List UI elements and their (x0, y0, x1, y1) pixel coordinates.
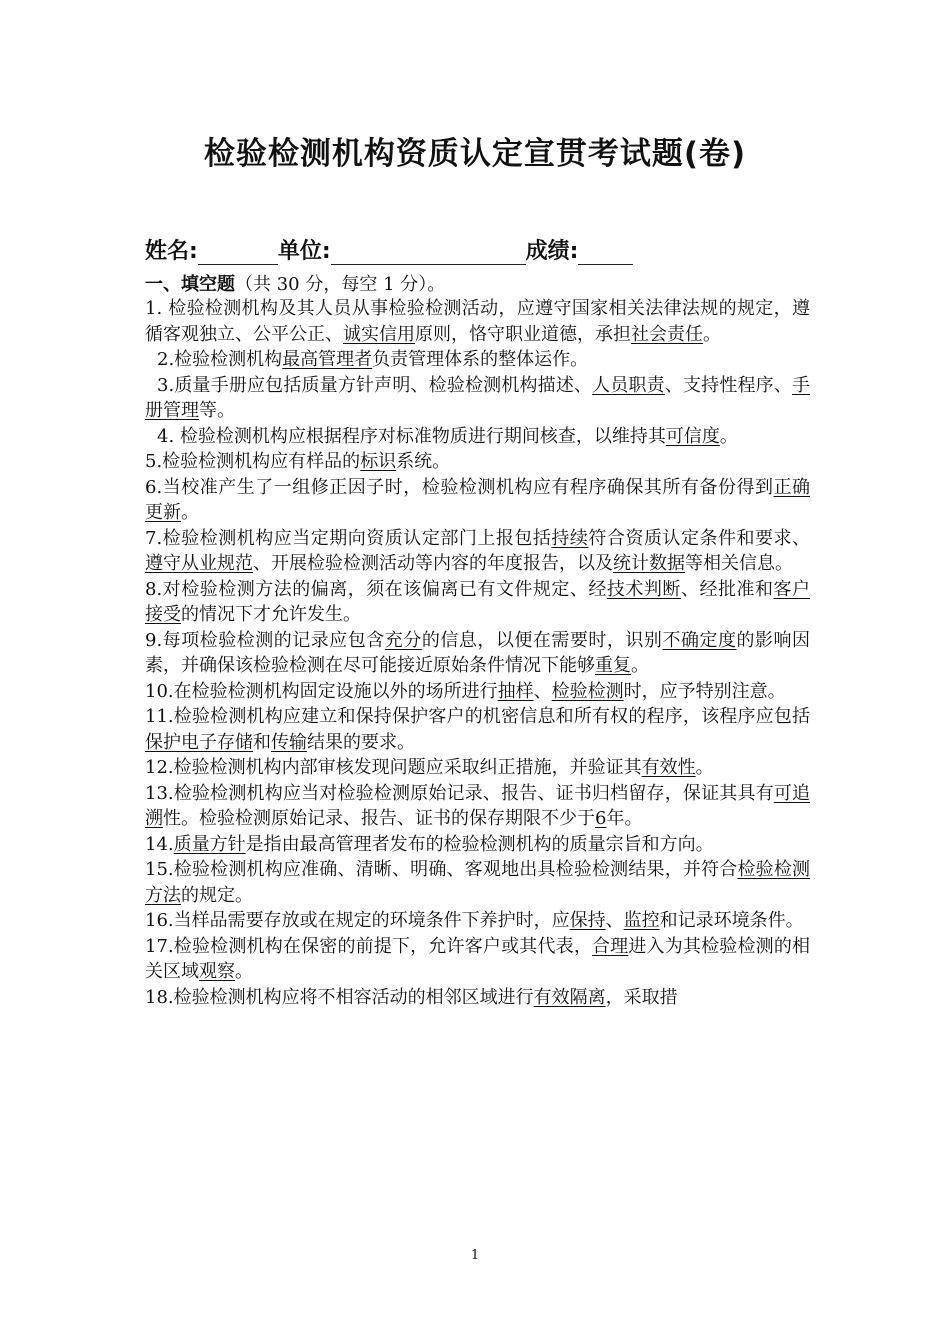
question-item (145, 347, 810, 373)
answer-blank: 合理 (592, 935, 629, 957)
question-text: 、 (533, 680, 552, 702)
question-text: 系统。 (396, 451, 451, 472)
question-text: 等相关信息。 (685, 553, 793, 574)
answer-blank: 观察 (199, 961, 235, 982)
answer-blank: 可追溯 (145, 782, 811, 829)
question-text: 的信息，以便在需要时，识别 (421, 629, 663, 651)
question-item (145, 908, 810, 934)
question-text: 的规定。 (181, 884, 253, 906)
question-text: 是指由最高管理者发布的检验检测机构的质量宗旨和方向。 (245, 833, 714, 855)
exam-info-line (145, 234, 633, 265)
answer-blank: 标识 (360, 451, 397, 472)
answer-blank: 可信度 (665, 425, 720, 447)
question-item (145, 296, 810, 347)
question-text: 2.检验检测机构 (157, 349, 283, 370)
section-title: 一、填空题 (145, 274, 235, 295)
question-text: 18.检验检测机构应将不相容活动的相邻区域进行 (145, 986, 534, 1008)
answer-blank: 客户接受 (145, 578, 811, 625)
answer-blank: 持续 (551, 527, 589, 549)
question-item (145, 985, 810, 1011)
question-text: 、经批准和 (680, 578, 774, 600)
question-text: 4. 检验检测机构应根据程序对标准物质进行期间核查，以维持其 (157, 425, 666, 447)
question-list (145, 296, 810, 1010)
question-text: 、 (605, 910, 624, 931)
answer-blank: 检验检测方法 (145, 859, 810, 906)
question-item (145, 781, 810, 832)
question-text: 。 (181, 502, 199, 523)
question-text: 符合资质认定条件和要求、 (588, 527, 811, 549)
answer-blank: 有效隔离 (533, 986, 606, 1008)
question-text: 13.检验检测机构应当对检验检测原始记录、报告、证书归档留存，保证其具有 (145, 782, 774, 804)
question-text: 9.每项检验检测的记录应包含 (145, 629, 385, 651)
answer-blank: 正确更新 (145, 476, 811, 523)
question-text: 5.检验检测机构应有样品的 (145, 451, 361, 472)
question-text: 6.当校准产生了一组修正因子时，检验检测机构应有程序确保其所有备份得到 (145, 476, 774, 498)
score-label: 成绩: (525, 239, 579, 264)
question-item (145, 832, 810, 858)
question-item (145, 373, 810, 424)
question-text: 11.检验检测机构应建立和保持保护客户的机密信息和所有权的程序，该程序应包括 (145, 706, 810, 727)
name-blank (198, 242, 278, 265)
question-text: 。 (695, 757, 714, 778)
question-text: 性。检验检测原始记录、报告、证书的保存期限不少于 (163, 808, 595, 829)
answer-blank: 人员职责 (592, 374, 665, 396)
page-number: 1 (470, 1248, 480, 1263)
question-text: 1. 检验检测机构及其人员从事检验检测活动，应遵守国家相关法律法规的规定，遵循客观独立、公平公正、 (145, 298, 810, 345)
question-item (145, 577, 810, 628)
section-note: （共 30 分，每空 1 分）。 (235, 274, 446, 295)
question-text: 和记录环境条件。 (659, 910, 804, 931)
answer-blank: 统计数据 (613, 553, 685, 574)
answer-blank: 最高管理者 (282, 349, 373, 370)
page-title: 检验检测机构资质认定宣贯考试题(卷) (203, 136, 747, 172)
unit-blank (331, 242, 526, 265)
question-text: 。 (235, 961, 253, 982)
answer-blank: 检验检测 (551, 680, 624, 702)
question-text: 、开展检验检测活动等内容的年度报告，以及 (253, 553, 613, 574)
answer-blank: 有效性 (641, 757, 696, 778)
answer-blank: 6 (595, 808, 607, 829)
answer-blank: 手册管理 (145, 374, 811, 421)
question-text: 12.检验检测机构内部审核发现问题应采取纠正措施，并验证其 (145, 757, 642, 778)
question-item (145, 755, 810, 781)
question-text: 进入为其检验检测的相关区域 (145, 935, 811, 982)
question-text: 。 (703, 323, 721, 345)
answer-blank: 重复 (595, 655, 631, 676)
question-item (145, 526, 810, 577)
answer-blank: 不确定度 (662, 629, 737, 651)
question-text: 7.检验检测机构应当定期向资质认定部门上报包括 (145, 527, 552, 549)
answer-blank: 质量方针 (173, 833, 246, 855)
question-item (145, 424, 810, 450)
question-item (145, 857, 810, 908)
answer-blank: 抽样 (497, 680, 534, 702)
question-text: 10.在检验检测机构固定设施以外的场所进行 (145, 680, 498, 702)
question-text: 3.质量手册应包括质量方针声明、检验检测机构描述、 (157, 374, 593, 396)
question-text: 15.检验检测机构应准确、清晰、明确、客观地出具检验检测结果，并符合 (145, 859, 738, 880)
answer-blank: 保护电子存储 (145, 731, 253, 753)
question-text: 原则，恪守职业道德，承担 (415, 323, 631, 345)
question-text: 16.当样品需要存放或在规定的环境条件下养护时，应 (145, 910, 570, 931)
question-item (145, 449, 810, 475)
question-text: 和 (253, 731, 271, 753)
question-text: 等。 (199, 400, 235, 421)
question-text: 年。 (606, 808, 643, 829)
question-item (145, 475, 810, 526)
answer-blank: 遵守 (145, 553, 181, 574)
question-text: 的影响因素，并确保该检验检测在尽可能接近原始条件情况下能够 (145, 629, 811, 676)
answer-blank: 社会责任 (631, 323, 703, 345)
question-text: 。 (719, 425, 738, 447)
score-blank (578, 242, 633, 265)
question-text: ，采取措 (605, 986, 678, 1008)
question-text: 的情况下才允许发生。 (181, 604, 361, 625)
question-item (145, 704, 810, 755)
question-item (145, 628, 810, 679)
question-text: 、支持性程序、 (664, 374, 793, 396)
question-item (145, 679, 810, 705)
answer-blank: 监控 (623, 910, 660, 931)
question-text: 。 (631, 655, 649, 676)
answer-blank: 传输 (271, 731, 307, 753)
question-text: 结果的要求。 (307, 731, 415, 753)
question-text: 14. (145, 833, 174, 855)
question-text: 时，应予特别注意。 (623, 680, 786, 702)
answer-blank: 保持 (569, 910, 606, 931)
section-heading (145, 270, 445, 296)
answer-blank: 技术判断 (606, 578, 681, 600)
unit-label: 单位: (277, 239, 331, 264)
answer-blank: 诚实信用 (343, 323, 415, 345)
question-text: 负责管理体系的整体运作。 (372, 349, 589, 370)
answer-blank: 充分 (384, 629, 422, 651)
question-item (145, 934, 810, 985)
question-text: 8.对检验检测方法的偏离，须在该偏离已有文件规定、经 (145, 578, 607, 600)
name-label: 姓名: (145, 239, 198, 264)
answer-blank: 从业规范 (181, 553, 253, 574)
question-text: 17.检验检测机构在保密的前提下，允许客户或其代表， (145, 935, 592, 957)
